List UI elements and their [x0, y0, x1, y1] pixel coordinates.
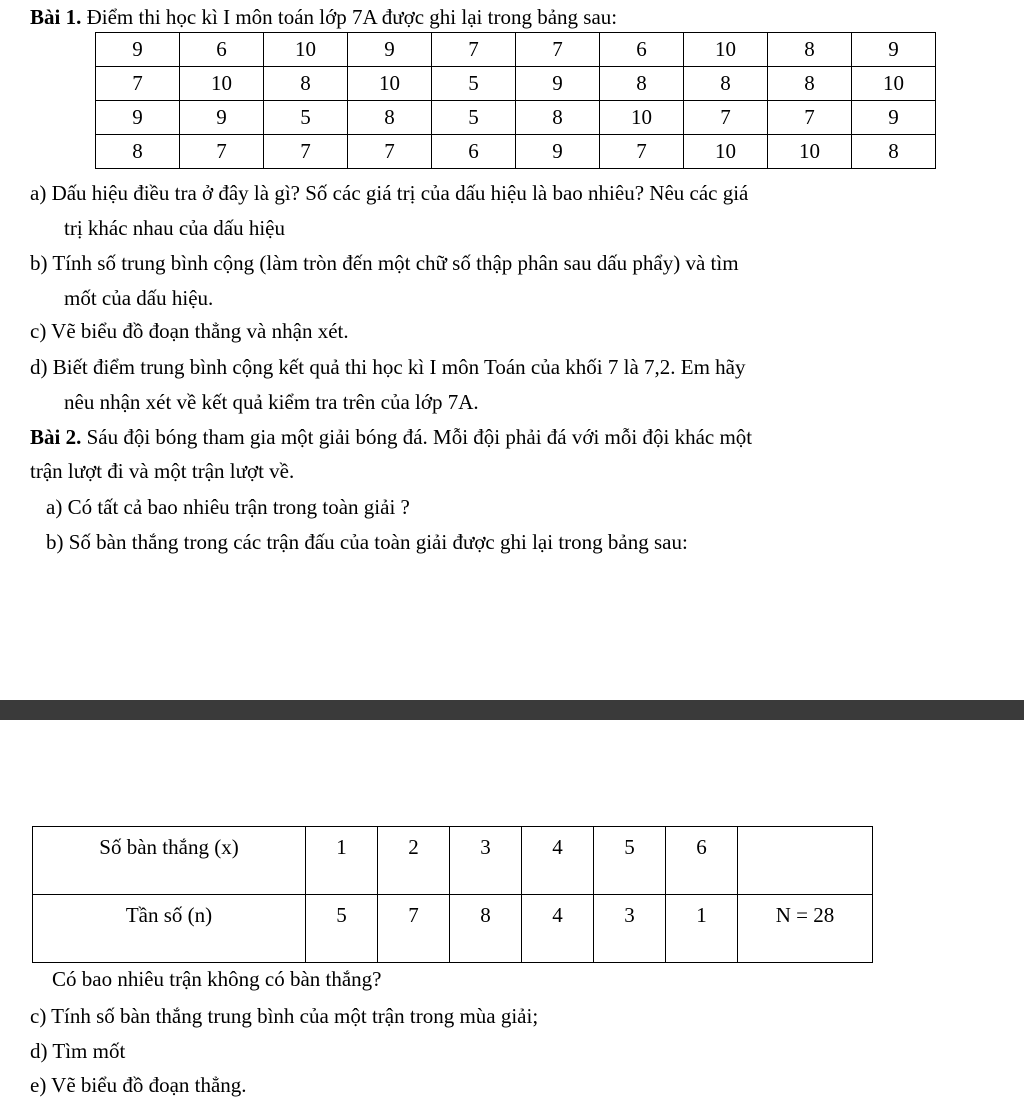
score-cell: 9: [96, 33, 180, 67]
goals-total: N = 28: [775, 903, 835, 927]
goals-n-value: 3: [624, 903, 635, 927]
score-cell: 7: [768, 101, 852, 135]
bai1-question-b-line2: mốt của dấu hiệu.: [64, 286, 214, 310]
scores-row: [96, 135, 936, 169]
bai1-question-c: c) Vẽ biểu đồ đoạn thẳng và nhận xét.: [30, 319, 349, 343]
bai2-question-e: e) Vẽ biểu đồ đoạn thẳng.: [30, 1073, 247, 1097]
goals-x-cell: [594, 827, 666, 895]
goals-row-n-label-text: Tần số (n): [125, 903, 213, 927]
goals-row-n: [33, 895, 873, 963]
score-cell: 7: [684, 101, 768, 135]
score-cell: 7: [516, 33, 600, 67]
score-cell: 7: [348, 135, 432, 169]
score-cell: 7: [432, 33, 516, 67]
score-cell: 10: [684, 33, 768, 67]
bai2-question-c: c) Tính số bàn thắng trung bình của một trận trong mùa giải;: [30, 1004, 539, 1028]
score-cell: 9: [348, 33, 432, 67]
score-cell: 8: [516, 101, 600, 135]
goals-x-empty-cell: [738, 827, 873, 895]
goals-row-n-label: [33, 895, 306, 963]
bai2-question-d: d) Tìm mốt: [30, 1039, 126, 1063]
bai2-intro-line1: Sáu đội bóng tham gia một giải bóng đá. Mỗi đội phải đá với mỗi đội khác một: [81, 425, 753, 449]
goals-row-x: [33, 827, 873, 895]
scores-row: [96, 33, 936, 67]
bai1-question-b-line1: b) Tính số trung bình cộng (làm tròn đến một chữ số thập phân sau dấu phẩy) và tìm: [30, 251, 739, 275]
page-divider: [0, 700, 1024, 720]
bai2-question-no-goal: Có bao nhiêu trận không có bàn thắng?: [52, 967, 382, 991]
score-cell: 10: [180, 67, 264, 101]
bai2-question-b: b) Số bàn thắng trong các trận đấu của toàn giải được ghi lại trong bảng sau:: [46, 530, 688, 554]
score-cell: 7: [600, 135, 684, 169]
score-cell: 6: [180, 33, 264, 67]
scores-table: [95, 32, 936, 169]
score-cell: 8: [600, 67, 684, 101]
score-cell: 10: [600, 101, 684, 135]
score-cell: 8: [852, 135, 936, 169]
goals-n-cell: [594, 895, 666, 963]
goals-row-x-label: [33, 827, 306, 895]
goals-n-cell: [306, 895, 378, 963]
score-cell: 5: [432, 101, 516, 135]
score-cell: 8: [768, 67, 852, 101]
goals-x-value: 4: [552, 835, 563, 859]
bai1-question-d-line1: d) Biết điểm trung bình cộng kết quả thi học kì I môn Toán của khối 7 là 7,2. Em hãy: [30, 355, 746, 379]
score-cell: 9: [180, 101, 264, 135]
bai2-label: Bài 2.: [30, 425, 82, 449]
score-cell: 7: [264, 135, 348, 169]
goals-x-value: 2: [408, 835, 419, 859]
goals-x-value: 6: [696, 835, 707, 859]
scores-row: [96, 67, 936, 101]
goals-n-cell: [450, 895, 522, 963]
goals-n-value: 5: [336, 903, 347, 927]
score-cell: 10: [852, 67, 936, 101]
score-cell: 10: [684, 135, 768, 169]
goals-table: [32, 826, 873, 963]
goals-x-cell: [378, 827, 450, 895]
score-cell: 10: [768, 135, 852, 169]
score-cell: 6: [600, 33, 684, 67]
goals-x-value: 1: [336, 835, 347, 859]
score-cell: 10: [348, 67, 432, 101]
score-cell: 9: [516, 67, 600, 101]
goals-n-cell: [666, 895, 738, 963]
goals-x-cell: [450, 827, 522, 895]
goals-n-cell: [378, 895, 450, 963]
bai1-heading: [30, 4, 617, 30]
score-cell: 5: [432, 67, 516, 101]
score-cell: 9: [516, 135, 600, 169]
score-cell: 5: [264, 101, 348, 135]
bai1-question-d-line2: nêu nhận xét về kết quả kiểm tra trên của lớp 7A.: [64, 390, 479, 414]
goals-total-cell: [738, 895, 873, 963]
goals-n-value: 7: [408, 903, 419, 927]
goals-x-value: 5: [624, 835, 635, 859]
score-cell: 8: [768, 33, 852, 67]
score-cell: 9: [96, 101, 180, 135]
scores-row: [96, 101, 936, 135]
goals-x-cell: [666, 827, 738, 895]
goals-row-x-label-text: Số bàn thắng (x): [99, 835, 239, 859]
bai1-question-a-line1: a) Dấu hiệu điều tra ở đây là gì? Số các giá trị của dấu hiệu là bao nhiêu? Nêu các giá: [30, 181, 749, 205]
score-cell: 7: [180, 135, 264, 169]
score-cell: 10: [264, 33, 348, 67]
score-cell: 8: [264, 67, 348, 101]
score-cell: 8: [96, 135, 180, 169]
bai1-intro: Điểm thi học kì I môn toán lớp 7A được ghi lại trong bảng sau:: [81, 5, 618, 29]
goals-n-value: 1: [696, 903, 707, 927]
score-cell: 9: [852, 101, 936, 135]
bai1-label: Bài 1.: [30, 5, 82, 29]
goals-x-value: 3: [480, 835, 491, 859]
score-cell: 9: [852, 33, 936, 67]
bai2-intro-line2: trận lượt đi và một trận lượt về.: [30, 459, 295, 483]
goals-n-value: 8: [480, 903, 491, 927]
goals-x-cell: [522, 827, 594, 895]
bai1-question-a-line2: trị khác nhau của dấu hiệu: [64, 216, 285, 240]
bai2-heading: [30, 424, 752, 450]
goals-n-cell: [522, 895, 594, 963]
bai2-question-a: a) Có tất cả bao nhiêu trận trong toàn giải ?: [46, 495, 410, 519]
score-cell: 8: [684, 67, 768, 101]
goals-x-cell: [306, 827, 378, 895]
score-cell: 7: [96, 67, 180, 101]
goals-n-value: 4: [552, 903, 563, 927]
score-cell: 8: [348, 101, 432, 135]
score-cell: 6: [432, 135, 516, 169]
